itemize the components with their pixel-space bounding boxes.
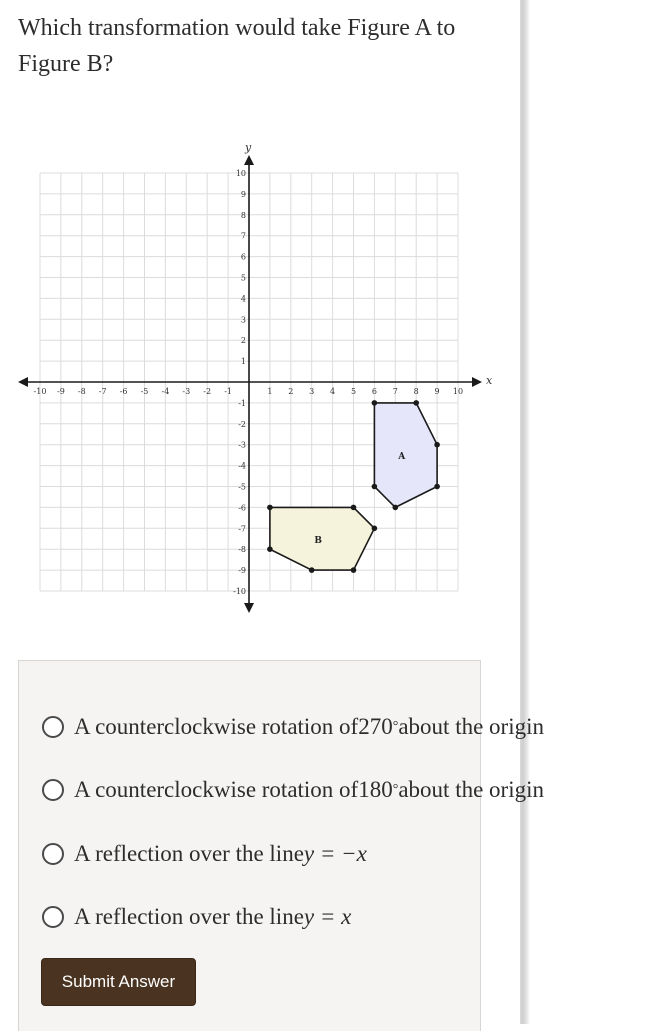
y-axis-label: y (245, 141, 252, 154)
x-tick-label: 10 (452, 387, 464, 396)
x-axis-label: x (486, 374, 493, 387)
y-tick-label: -6 (238, 503, 246, 513)
question-text: Which transformation would take Figure A to Figure B? (18, 15, 456, 77)
y-tick-label: 6 (240, 252, 246, 262)
y-tick-label: 2 (240, 336, 246, 346)
figure-b-vertex (351, 505, 357, 511)
y-tick-label: -9 (238, 566, 246, 576)
right-gutter (522, 0, 664, 1024)
coordinate-plane-svg (0, 130, 520, 630)
y-tick-label: -1 (238, 398, 246, 408)
y-tick-label: 1 (240, 357, 246, 367)
figure-b-label: B (314, 535, 322, 546)
x-tick-label: -6 (119, 387, 128, 396)
x-axis-arrow-right (472, 377, 482, 387)
y-tick-label: 5 (240, 273, 246, 283)
radio-button[interactable] (42, 906, 64, 928)
x-tick-label: 6 (371, 387, 377, 396)
x-tick-label: 3 (309, 387, 315, 396)
radio-button[interactable] (42, 716, 64, 738)
x-tick-label: 2 (288, 387, 294, 396)
figure-b-polygon (270, 507, 375, 570)
choice-math: y = x (303, 904, 352, 929)
radio-button[interactable] (42, 843, 64, 865)
choice-math: 270 (358, 714, 393, 739)
x-axis-arrow-left (18, 377, 28, 387)
figure-b-vertex (309, 567, 315, 573)
y-tick-label: -3 (238, 440, 246, 450)
choice-reflection-y-neg-x[interactable] (42, 839, 367, 869)
y-axis-arrow-down (244, 603, 254, 613)
figure-a-label: A (398, 452, 406, 463)
y-tick-label: -7 (238, 524, 246, 534)
figure-a-vertex (434, 442, 440, 448)
y-tick-label: -2 (238, 419, 246, 429)
x-tick-label: 9 (434, 387, 440, 396)
choice-rotation-180[interactable] (42, 775, 544, 805)
submit-answer-button[interactable]: Submit Answer (41, 958, 196, 1006)
degree-symbol: ° (392, 719, 399, 734)
choice-text-post: about the origin (398, 777, 544, 802)
choice-math: y = −x (303, 841, 367, 866)
coordinate-plane (0, 130, 520, 630)
x-tick-label: 7 (392, 387, 398, 396)
choice-rotation-270[interactable] (42, 712, 544, 742)
x-tick-label: -4 (161, 387, 170, 396)
x-tick-label: -3 (182, 387, 191, 396)
x-tick-label: -8 (77, 387, 86, 396)
y-tick-label: 7 (240, 231, 246, 241)
x-tick-label: -9 (57, 387, 65, 396)
y-tick-label: 4 (240, 294, 246, 304)
figure-a-vertex (393, 505, 399, 511)
x-tick-label: -5 (140, 387, 149, 396)
x-tick-label: -2 (203, 387, 212, 396)
y-tick-label: -4 (238, 461, 246, 471)
choice-text-post: about the origin (398, 714, 544, 739)
x-tick-label: -7 (98, 387, 107, 396)
figure-a-vertex (372, 400, 378, 406)
choice-reflection-y-x[interactable] (42, 902, 351, 932)
figure-b-vertex (372, 526, 378, 532)
choice-text-pre: A counterclockwise rotation of (74, 777, 359, 802)
y-tick-label: 3 (240, 315, 246, 325)
figure-a-vertex (434, 484, 440, 490)
degree-symbol: ° (392, 782, 399, 797)
y-tick-label: 8 (240, 210, 246, 220)
y-tick-label: -5 (238, 482, 246, 492)
figure-b-vertex (267, 505, 273, 511)
choice-text-pre: A reflection over the line (74, 904, 304, 929)
x-tick-label: -1 (224, 387, 232, 396)
figure-a-vertex (372, 484, 378, 490)
y-tick-label: -8 (238, 545, 246, 555)
x-tick-label: -10 (33, 387, 47, 396)
x-tick-label: 4 (330, 387, 336, 396)
y-tick-label: 9 (240, 189, 246, 199)
y-axis-arrow-up (244, 155, 254, 165)
choice-text-pre: A reflection over the line (74, 841, 304, 866)
x-tick-label: 1 (267, 387, 273, 396)
x-tick-label: 5 (350, 387, 357, 396)
choice-text-pre: A counterclockwise rotation of (74, 714, 359, 739)
x-tick-label: 8 (413, 387, 419, 396)
choice-math: 180 (358, 777, 393, 802)
radio-button[interactable] (42, 779, 64, 801)
figure-a-polygon (374, 403, 437, 508)
content-divider (520, 0, 530, 1024)
y-tick-label: -10 (233, 587, 246, 596)
figure-b-vertex (351, 567, 357, 573)
figure-a-vertex (413, 400, 419, 406)
y-tick-label: 10 (235, 169, 246, 178)
figure-b-vertex (267, 546, 273, 552)
